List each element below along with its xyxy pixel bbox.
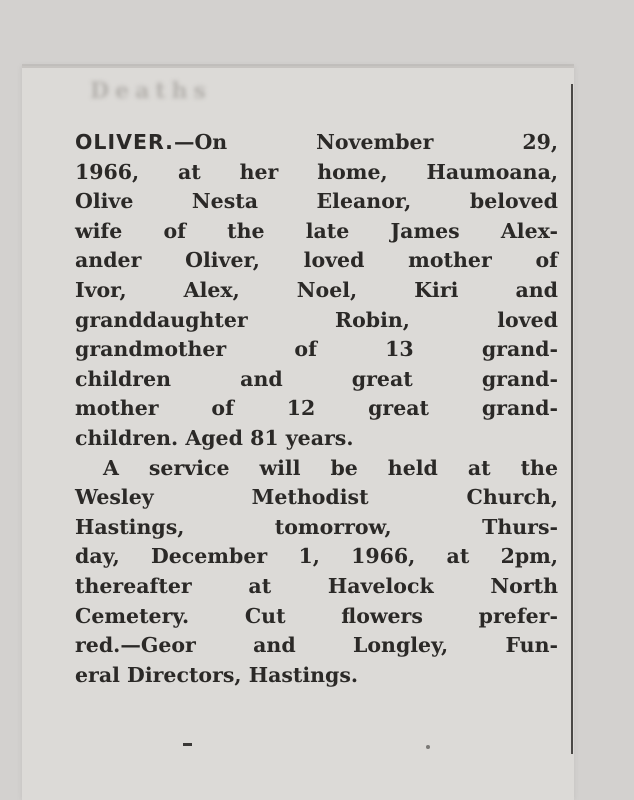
notice-line: thereafter at Havelock North bbox=[75, 573, 558, 598]
notice-line: granddaughter Robin, loved bbox=[75, 307, 558, 332]
notice-line: mother of 12 great grand- bbox=[75, 396, 558, 421]
notice-line: ander Oliver, loved mother of bbox=[75, 248, 558, 273]
column-rule bbox=[571, 84, 573, 754]
notice-line: children and great grand- bbox=[75, 366, 558, 391]
notice-line: eral Directors, Hastings. bbox=[75, 662, 359, 687]
faded-header-text: Deaths bbox=[90, 78, 212, 104]
notice-line: Hastings, tomorrow, Thurs- bbox=[75, 514, 558, 539]
notice-line: grandmother of 13 grand- bbox=[75, 337, 558, 362]
death-notice bbox=[75, 128, 558, 690]
ink-dot bbox=[426, 745, 430, 749]
notice-line: Cemetery. Cut flowers prefer- bbox=[75, 603, 558, 628]
notice-line: wife of the late James Alex- bbox=[75, 218, 558, 243]
notice-line: OLIVER.—On November 29, bbox=[75, 130, 558, 154]
clipping-top-edge bbox=[22, 64, 574, 68]
notice-line: red.—Geor and Longley, Fun- bbox=[75, 633, 558, 658]
ink-mark bbox=[183, 743, 192, 746]
notice-line: 1966, at her home, Haumoana, bbox=[75, 159, 558, 184]
notice-line: Wesley Methodist Church, bbox=[75, 485, 558, 510]
surname: OLIVER. bbox=[75, 130, 174, 154]
notice-line: day, December 1, 1966, at 2pm, bbox=[75, 544, 558, 569]
notice-line: Ivor, Alex, Noel, Kiri and bbox=[75, 277, 558, 302]
notice-line: Olive Nesta Eleanor, beloved bbox=[75, 189, 558, 214]
notice-line: A service will be held at the bbox=[103, 455, 558, 480]
notice-line: children. Aged 81 years. bbox=[75, 425, 354, 450]
